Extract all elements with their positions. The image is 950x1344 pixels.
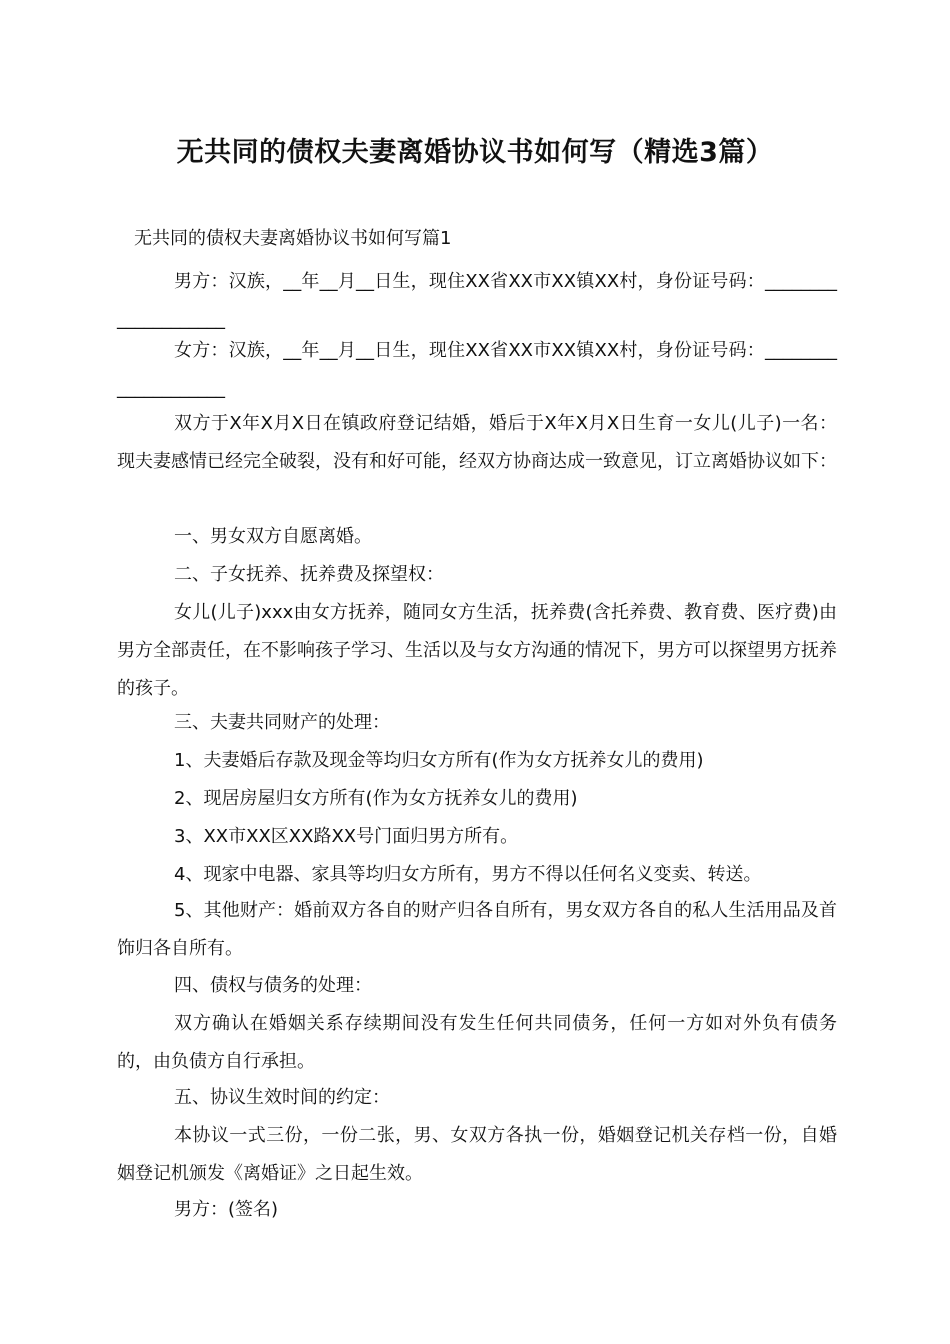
paragraph-husband-info: 男方：汉族，__年__月__日生，现住XX省XX市XX镇XX村，身份证号码：____________________ <box>117 271 837 330</box>
paragraph-wife-info: 女方：汉族，__年__月__日生，现住XX省XX市XX镇XX村，身份证号码：____________________ <box>117 340 837 399</box>
paragraph-clause-1: 一、男女双方自愿离婚。 <box>174 526 372 547</box>
paragraph-property-4: 4、现家中电器、家具等均归女方所有，男方不得以任何名义变卖、转送。 <box>174 864 762 885</box>
paragraph-property-3: 3、XX市XX区XX路XX号门面归男方所有。 <box>174 826 519 847</box>
paragraph-clause-3-heading: 三、夫妻共同财产的处理： <box>174 712 390 733</box>
paragraph-debts: 双方确认在婚姻关系存续期间没有发生任何共同债务，任何一方如对外负有债务的，由负债方自行承担。 <box>117 1013 837 1072</box>
paragraph-property-2: 2、现居房屋归女方所有(作为女方抚养女儿的费用) <box>174 788 578 809</box>
paragraph-property-1: 1、夫妻婚后存款及现金等均归女方所有(作为女方抚养女儿的费用) <box>174 750 704 771</box>
paragraph-clause-4-heading: 四、债权与债务的处理： <box>174 975 372 996</box>
paragraph-marriage-background: 双方于X年X月X日在镇政府登记结婚，婚后于X年X月X日生育一女儿(儿子)一名：现夫妻感情已经完全破裂，没有和好可能，经双方协商达成一致意见，订立离婚协议如下： <box>117 413 837 472</box>
paragraph-property-5: 5、其他财产：婚前双方各自的财产归各自所有，男女双方各自的私人生活用品及首饰归各自所有。 <box>117 900 837 959</box>
paragraph-husband-signature: 男方：(签名) <box>174 1199 279 1220</box>
paragraph-clause-5-heading: 五、协议生效时间的约定： <box>174 1087 390 1108</box>
paragraph-clause-2-heading: 二、子女抚养、抚养费及探望权： <box>174 564 444 585</box>
section-heading: 无共同的债权夫妻离婚协议书如何写篇1 <box>134 228 452 249</box>
document-title: 无共同的债权夫妻离婚协议书如何写（精选3篇） <box>176 137 774 168</box>
paragraph-effective-date: 本协议一式三份，一份二张，男、女双方各执一份，婚姻登记机关存档一份，自婚姻登记机颁发《离婚证》之日起生效。 <box>117 1125 837 1184</box>
paragraph-child-custody: 女儿(儿子)xxx由女方抚养，随同女方生活，抚养费(含托养费、教育费、医疗费)由男方全部责任，在不影响孩子学习、生活以及与女方沟通的情况下，男方可以探望男方抚养的孩子。 <box>117 602 837 699</box>
